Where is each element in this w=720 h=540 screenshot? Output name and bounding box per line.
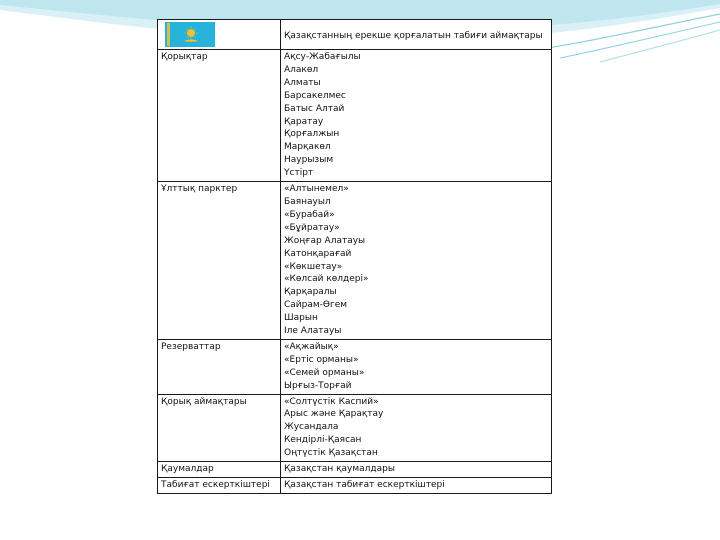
- list-item: «Солтүстік Каспий»: [284, 396, 379, 407]
- list-item: Алакөл: [284, 64, 319, 75]
- table-header-row: [158, 20, 552, 50]
- list-item: Ырғыз-Торғай: [284, 380, 352, 391]
- list-item: Катонқарағай: [284, 248, 352, 259]
- list-item: Оңтүстік Қазақстан: [284, 448, 378, 459]
- list-item: «Бұйратау»: [284, 222, 340, 233]
- items-cell: [281, 462, 552, 478]
- list-item: Қазақстан қаумалдары: [284, 464, 395, 475]
- table-row: [158, 50, 552, 182]
- list-item: Үстірт: [284, 168, 314, 179]
- items-cell: [281, 339, 552, 394]
- list-item: Арыс және Қарақтау: [284, 409, 384, 420]
- list-item: «Көкшетау»: [284, 261, 343, 272]
- list-item: «Семей орманы»: [284, 367, 365, 378]
- category-cell: Табиғат ескерткіштері: [158, 478, 281, 494]
- category-cell: Резерваттар: [158, 339, 281, 394]
- list-item: «Ертіс орманы»: [284, 354, 359, 365]
- table-row: [158, 339, 552, 394]
- list-item: «Бурабай»: [284, 209, 335, 220]
- list-item: Қазақстан табиғат ескерткіштері: [284, 480, 445, 490]
- list-item: Іле Алатауы: [284, 326, 342, 337]
- list-item: Алматы: [284, 77, 321, 88]
- list-item: Жусандала: [284, 422, 339, 433]
- list-item: Марқакөл: [284, 142, 331, 153]
- list-item: «Көлсай көлдері»: [284, 274, 369, 285]
- category-cell: Ұлттық парктер: [158, 182, 281, 340]
- list-item: Жоңғар Алатауы: [284, 235, 366, 246]
- list-item: Барсакелмес: [284, 90, 346, 101]
- category-cell: Қорық аймақтары: [158, 394, 281, 462]
- list-item: Шарын: [284, 313, 318, 324]
- kazakhstan-flag-icon: [165, 22, 215, 47]
- list-item: Батыс Алтай: [284, 103, 345, 114]
- items-cell: [281, 50, 552, 182]
- list-item: Баянауыл: [284, 196, 331, 207]
- list-item: Кендірлі-Қаясан: [284, 435, 362, 446]
- list-item: Сайрам-Өгем: [284, 300, 348, 311]
- items-cell: [281, 394, 552, 462]
- category-cell: Қорықтар: [158, 50, 281, 182]
- items-cell: [281, 478, 552, 494]
- protected-areas-table: [157, 19, 552, 494]
- list-item: Наурызым: [284, 155, 334, 166]
- table-title: Қазақстанның ерекше қорғалатын табиғи аймақтары: [281, 20, 552, 50]
- list-item: Қаратау: [284, 116, 324, 127]
- category-cell: Қаумалдар: [158, 462, 281, 478]
- list-item: Қорғалжын: [284, 129, 340, 140]
- list-item: Ақсу-Жабағылы: [284, 52, 361, 62]
- flag-cell: [158, 20, 281, 50]
- table-row: [158, 462, 552, 478]
- list-item: «Алтынемел»: [284, 184, 349, 195]
- list-item: Қарқаралы: [284, 287, 337, 298]
- items-cell: [281, 182, 552, 340]
- table-row: [158, 394, 552, 462]
- table-row: [158, 182, 552, 340]
- table-row: [158, 478, 552, 494]
- list-item: «Ақжайық»: [284, 341, 339, 352]
